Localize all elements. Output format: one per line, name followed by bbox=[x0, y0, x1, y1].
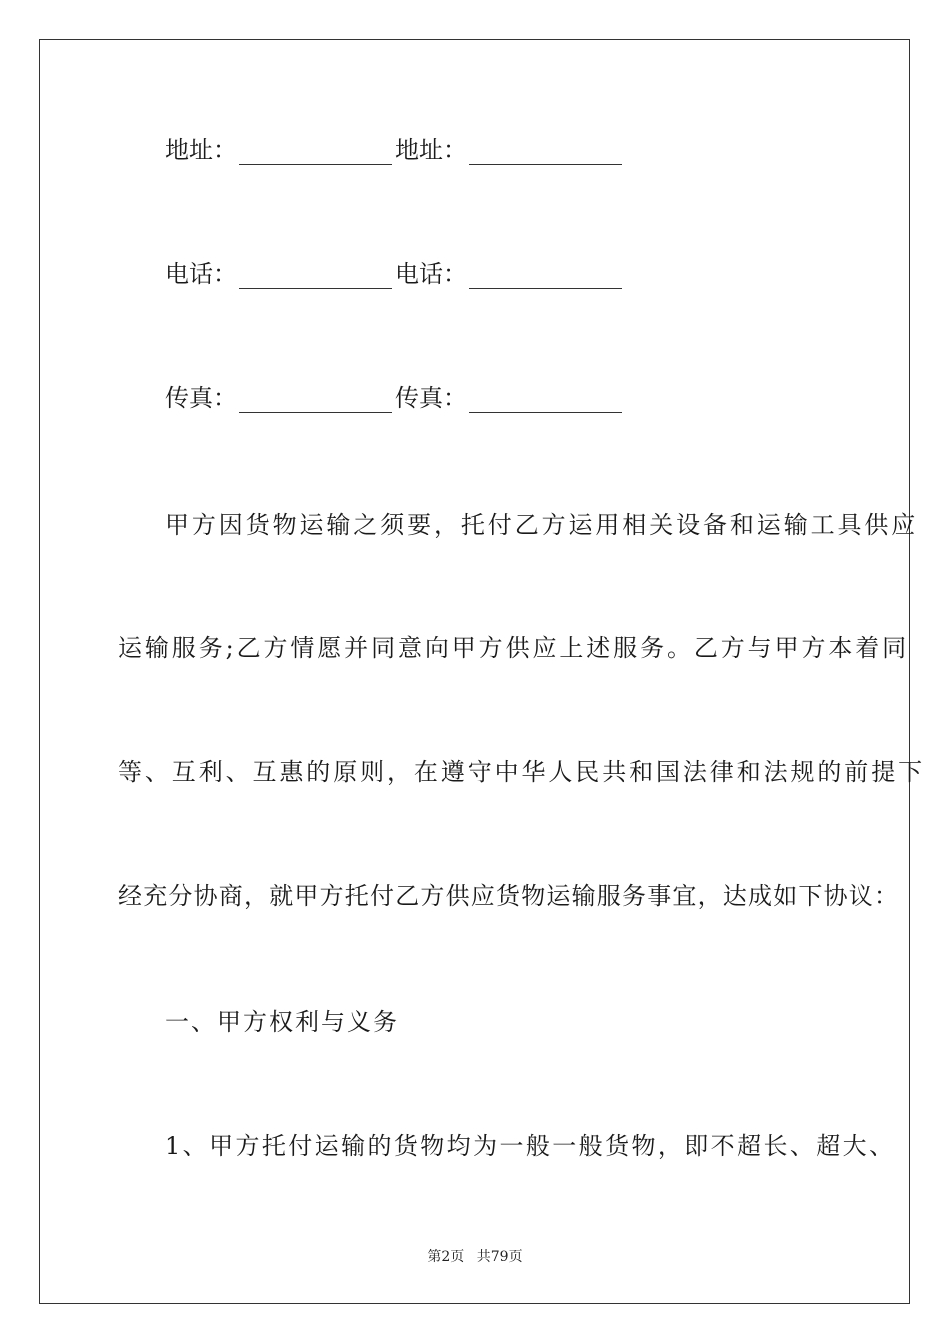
address-blank-party-a[interactable] bbox=[239, 142, 392, 165]
fax-blank-party-a[interactable] bbox=[239, 390, 392, 413]
fax-row bbox=[165, 383, 625, 413]
paragraph-line-4: 经充分协商，就甲方托付乙方供应货物运输服务事宜，达成如下协议： bbox=[118, 882, 900, 910]
page-total: 共79页 bbox=[476, 1249, 523, 1265]
address-label-party-a: 地址： bbox=[165, 136, 237, 164]
page-number: 第2页 bbox=[427, 1249, 465, 1265]
paragraph-line-3: 等、互利、互惠的原则，在遵守中华人民共和国法律和法规的前提下 bbox=[118, 758, 925, 786]
paragraph-line-1: 甲方因货物运输之须要，托付乙方运用相关设备和运输工具供应 bbox=[165, 511, 919, 539]
address-row bbox=[165, 135, 625, 165]
phone-label-party-a: 电话： bbox=[165, 260, 237, 288]
section-heading: 一、甲方权利与义务 bbox=[165, 1008, 399, 1036]
fax-blank-party-b[interactable] bbox=[469, 390, 622, 413]
phone-row bbox=[165, 259, 625, 289]
fax-label-party-b: 传真： bbox=[395, 384, 467, 412]
phone-blank-party-b[interactable] bbox=[469, 266, 622, 289]
fax-label-party-a: 传真： bbox=[165, 384, 237, 412]
item-1-text: 1、甲方托付运输的货物均为一般一般货物，即不超长、超大、 bbox=[165, 1132, 896, 1160]
page-border bbox=[39, 39, 925, 1304]
paragraph-line-2: 运输服务;乙方情愿并同意向甲方供应上述服务。乙方与甲方本着同 bbox=[118, 634, 910, 662]
phone-blank-party-a[interactable] bbox=[239, 266, 392, 289]
phone-label-party-b: 电话： bbox=[395, 260, 467, 288]
address-label-party-b: 地址： bbox=[395, 136, 467, 164]
address-blank-party-b[interactable] bbox=[469, 142, 622, 165]
page-footer bbox=[0, 1248, 950, 1266]
